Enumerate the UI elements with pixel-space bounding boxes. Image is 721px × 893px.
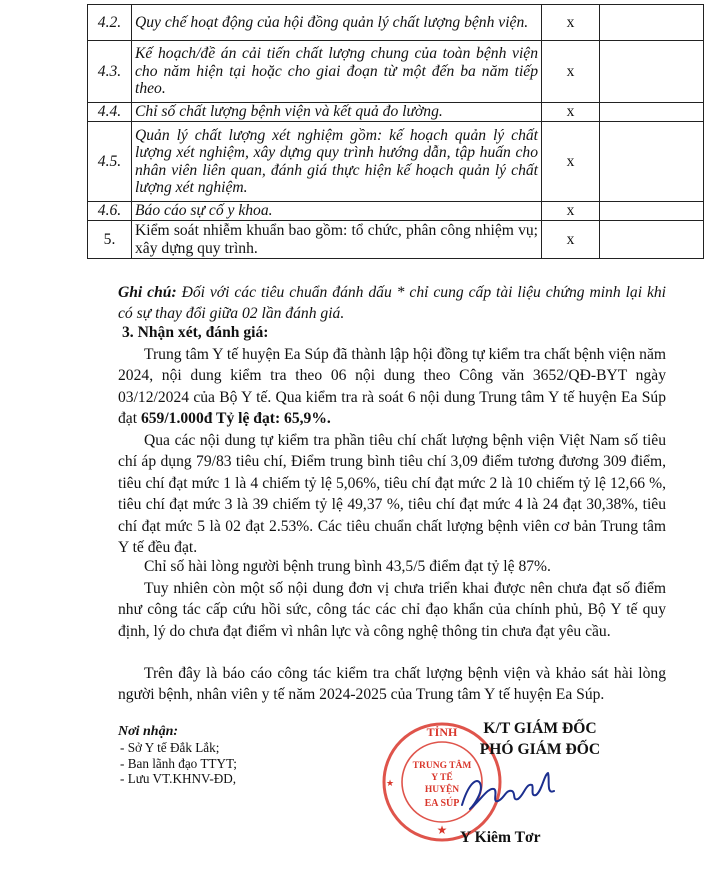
row-number: 4.4.: [88, 103, 132, 122]
table-row: [88, 122, 704, 202]
row-blank-cell: [600, 202, 704, 221]
seal-line-3: HUYỆN: [424, 785, 460, 795]
handwritten-signature-icon: [454, 765, 564, 817]
paragraph-summary-text: Trung tâm Y tế huyện Ea Súp đã thành lập hội đồng tự kiểm tra chất bệnh viện năm 2024, nội dung kiểm tra theo 06 nội dung theo Công văn 3652/QĐ-BYT ngày 03/12/2024 của Bộ Y tế. Qua kiểm tra rà soát 6 nội dung Trung tâm Y tế huyện Ea Súp đạt: [118, 346, 666, 428]
row-number: 4.6.: [88, 202, 132, 221]
row-mark: x: [542, 5, 600, 41]
recipient-item: - Lưu VT.KHNV-ĐD,: [120, 771, 237, 787]
seal-line-1: TRUNG TÂM: [412, 761, 472, 771]
row-mark: x: [542, 41, 600, 103]
seal-star-icon: ★: [436, 823, 448, 837]
note: [118, 282, 666, 325]
row-description: Kiểm soát nhiễm khuẩn bao gồm: tổ chức, phân công nhiệm vụ; xây dựng quy trình.: [132, 221, 542, 259]
row-number: 4.2.: [88, 5, 132, 41]
table-row: [88, 221, 704, 259]
row-mark: x: [542, 202, 600, 221]
row-mark: x: [542, 221, 600, 259]
table-row: [88, 202, 704, 221]
note-text: Đối với các tiêu chuẩn đánh dấu * chỉ cung cấp tài liệu chứng minh lại khi có sự thay đổi giữa 02 lần đánh giá.: [118, 284, 666, 323]
recipient-item: - Sở Y tế Đắk Lắk;: [120, 739, 220, 755]
section-heading: 3. Nhận xét, đánh giá:: [122, 324, 269, 341]
table-row: [88, 103, 704, 122]
row-description: Quy chế hoạt động của hội đồng quản lý chất lượng bệnh viện.: [132, 5, 542, 41]
row-blank-cell: [600, 5, 704, 41]
recipients-heading: Nơi nhận:: [118, 724, 179, 739]
signature-line-2: PHÓ GIÁM ĐỐC: [479, 741, 601, 758]
row-number: 4.3.: [88, 41, 132, 103]
row-blank-cell: [600, 122, 704, 202]
seal-line-4: EA SÚP: [424, 798, 460, 809]
score-result: 659/1.000đ Tỷ lệ đạt: 65,9%.: [140, 410, 331, 428]
paragraph-limitations: Tuy nhiên còn một số nội dung đơn vị chưa triển khai được nên chưa đạt số điểm như công tác cấp cứu hồi sức, công tác các chỉ đạo khẩn của chính phủ, Bộ Y tế quy định, lý do chưa đạt điểm vì nhân lực và công nghệ thông tin chưa đạt yêu cầu.: [118, 580, 666, 640]
signature-title: [430, 718, 650, 760]
row-blank-cell: [600, 103, 704, 122]
paragraph-criteria: Qua các nội dung tự kiểm tra phần tiêu chí chất lượng bệnh viện Việt Nam số tiêu chí áp dụng 79/83 tiêu chí, Điểm trung bình tiêu chí 3,09 điểm tương đương 309 điểm, tiêu chí đạt mức 1 là 4 chiếm tỷ lệ 5,06%, tiêu chí đạt mức 2 là 10 chiếm tỷ lệ 12,66 %, tiêu chí đạt mức 3 là 39 chiếm tỷ lệ 49,37 %, tiêu chí đạt mức 4 là 24 đạt 30,38%, tiêu chí đạt mức 5 là 02 đạt 2.53%. Các tiêu chuẩn chất lượng bệnh viên cơ bản Trung tâm Y tế đều đạt.: [118, 432, 666, 557]
row-mark: x: [542, 103, 600, 122]
seal-top-text: TỈNH: [426, 725, 458, 739]
table-row: [88, 41, 704, 103]
row-blank-cell: [600, 221, 704, 259]
signature-line-1: K/T GIÁM ĐỐC: [483, 720, 597, 737]
row-blank-cell: [600, 41, 704, 103]
row-description: Kế hoạch/đề án cải tiến chất lượng chung của toàn bệnh viện cho năm hiện tại hoặc cho giai đoạn từ một đến ba năm tiếp theo.: [132, 41, 542, 103]
row-number: 4.5.: [88, 122, 132, 202]
table-row: [88, 5, 704, 41]
note-label: Ghi chú:: [118, 284, 177, 301]
row-description: Báo cáo sự cố y khoa.: [132, 202, 542, 221]
signer-name: Y Kiêm Tơr: [460, 829, 541, 846]
recipients-block: [118, 724, 237, 787]
row-description: Chỉ số chất lượng bệnh viện và kết quả đo lường.: [132, 103, 542, 122]
paragraph-satisfaction: Chỉ số hài lòng người bệnh trung bình 43,5/5 điểm đạt tỷ lệ 87%.: [144, 558, 551, 575]
seal-left-star-icon: ★: [385, 778, 395, 788]
row-description: Quản lý chất lượng xét nghiệm gồm: kế hoạch quản lý chất lượng xét nghiệm, xây dựng quy trình hướng dẫn, tập huấn cho nhân viên liên quan, đánh giá thực hiện kế hoạch quản lý chất lượng xét nghiệm.: [132, 122, 542, 202]
paragraph-summary: [118, 344, 666, 430]
seal-line-2: Y TẾ: [431, 773, 453, 783]
recipient-item: - Ban lãnh đạo TTYT;: [120, 755, 237, 771]
paragraph-closing: Trên đây là báo cáo công tác kiểm tra chất lượng bệnh viện và khảo sát hài lòng người bệnh, nhân viên y tế năm 2024-2025 của Trung tâm Y tế huyện Ea Súp.: [118, 665, 666, 704]
criteria-table: [87, 4, 704, 259]
row-number: 5.: [88, 221, 132, 259]
row-mark: x: [542, 122, 600, 202]
